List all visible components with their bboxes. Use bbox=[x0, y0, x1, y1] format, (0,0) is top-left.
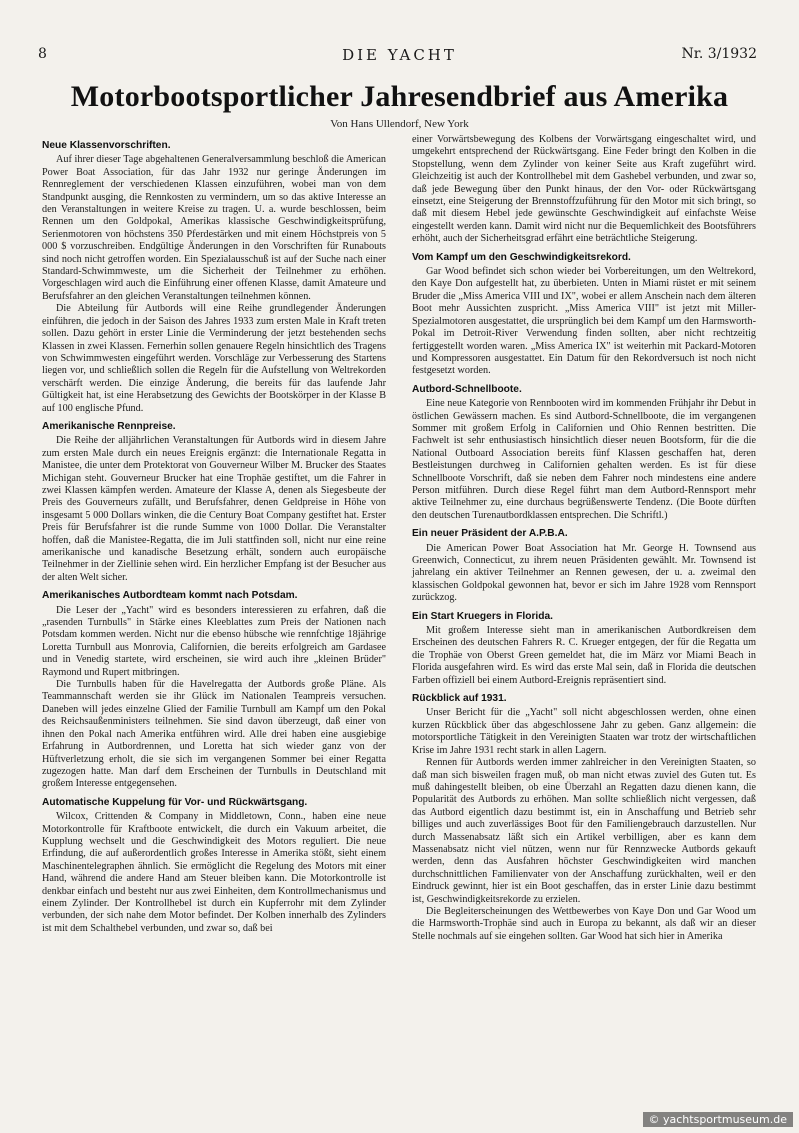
paragraph: Auf ihrer dieser Tage abgehaltenen Generalversammlung beschloß die American Power Boat Association, für das Jahr 1932 nur geringe Änderungen im Rennreglement der verschiedenen Klassen einzuführen, wobei man von dem Standpunkt ausging, die Rennkosten zu vermindern, um so das aktive Interesse an den Veranstaltungen in weitere Kreise zu tragen. U. a. wurde beschlossen, beim Rennen um den Goldpokal, Amerikas klassische Geschwindigkeitsprüfung, Serienmotoren von höchstens 350 Pferdestärken und mit einem Höchstpreis von 5 000 $ vorzuschreiben. Endgültige Änderungen in den Vorschriften für Runabouts sind noch nicht getroffen worden. Ein Spezialausschuß ist auf der Suche nach einer Standard-Schwimmweste, um die Sicherheit der Teilnehmer zu erhöhen. Vorgeschlagen wird auch die Einführung einer offenen Klasse, damit Amateure und Berufsfahrer an den gleichen Veranstaltungen teilnehmen können. bbox=[42, 154, 386, 302]
paragraph: Die American Power Boat Association hat Mr. George H. Townsend aus Greenwich, Connecticut, zu ihrem neuen Präsidenten gewählt. Mr. Townsend ist jahrelang ein aktiver Teilnehmer an Rennen gewesen, der u. a. zweimal den klassischen Goldpokal gewonnen hat, bevor er sich im Jahre 1928 vom Rennsport zurückzog. bbox=[412, 542, 756, 604]
paragraph: Die Begleiterscheinungen des Wettbewerbes von Kaye Don und Gar Wood um die Harmsworth-Trophäe sind auch in Europa zu bekannt, als daß wir an dieser Stelle nochmals auf sie eingehen sollten. Gar Wood hat sich hier in Amerika bbox=[412, 905, 756, 942]
page-number: 8 bbox=[38, 46, 47, 62]
left-column bbox=[42, 134, 386, 935]
paragraph: Mit großem Interesse sieht man in amerikanischen Autbordkreisen dem Erscheinen des deutschen Fahrers R. C. Krueger entgegen, der für die Regatta um die Trophäe von Oberst Green gemeldet hat, die im März vor Miami Beach in Florida ausgefahren wird. Es wird das erste Mal sein, daß in Florida die deutschen Farben offiziell bei einem Autbord-Ereignis repräsentiert sind. bbox=[412, 625, 756, 686]
section-heading: Ein Start Kruegers in Florida. bbox=[412, 610, 553, 622]
copyright-credit: © yachtsportmuseum.de bbox=[643, 1112, 793, 1127]
paragraph: Rennen für Autbords werden immer zahlreicher in den Vereinigten Staaten, so daß man sich bisweilen fragen muß, ob man nicht etwas zuviel des Guten tut. Es muß dahingestellt bleiben, ob eine Überzahl an Regatten dazu dienen kann, die Popularität des Autbords zu erhöhen. Man sollte schließlich nicht vergessen, daß das Autbord eigentlich dazu bestimmt ist, ein in Anschaffung und Betrieb sehr billiges und auch zuverlässiges Boot für den Familiengebrauch darzustellen. Nur durch Massenabsatz läßt sich ein Artikel verbilligen, aber es kann dem Massenabsatz nicht viel nützen, wenn nur für Rennzwecke Autbords gekauft werden, denn das Ausfahren höchster Geschwindigkeiten wird manchen durchschnittlichen Familienvater von der Anschaffung zurückhalten, weil er den Eindruck gewinnt, hier ist ein Boot geschaffen, das in erster Linie dazu bestimmt ist, Geschwindigkeitsrekorde zu erzielen. bbox=[412, 757, 756, 905]
paragraph: Eine neue Kategorie von Rennbooten wird im kommenden Frühjahr ihr Debut in östlichen Gewässern machen. Es sind Autbord-Schnellboote, die im vergangenen Sommer mit großem Erfolg in Californien und Ohio Rennen bestritten. Die Fachwelt ist sehr enthusiastisch hinsichtlich dieser neuen Bootsform, für die die National Outboard Association bereits fünf Klassen geschaffen hat, deren Bestleistungen durchweg in Californien gehalten werden. Es ist für diese Schnellboote Vorschrift, daß sie neben dem Fahrer noch mindestens eine andere Person mitführen. Durch diese Regel führt man dem Autbord-Rennsport mehr aktive Teilnehmer zu, eine durchaus begrüßenswerte Tendenz. (Die Boote dürften den deutschen Turenautbordklassen entsprechen. Die Schriftl.) bbox=[412, 398, 756, 521]
section-heading: Amerikanische Rennpreise. bbox=[42, 420, 176, 432]
byline: Von Hans Ullendorf, New York bbox=[330, 118, 469, 130]
paragraph: einer Vorwärtsbewegung des Kolbens der Vorwärtsgang eingeschaltet wird, und umgekehrt entsprechend der Rückwärtsgang. Eine Feder bringt den Kolben in die Stopstellung, wenn dem Zylinder von keiner Seite aus Kraft zugeführt wird. Gleichzeitig ist auch der Kontrollhebel mit dem Gashebel verbunden, und zwar so, daß jede Bewegung über den Punkt hinaus, der den Vor- oder Rückwärtsgang einsetzt, eine Steigerung der Brennstoffzuführung für den Motor mit sich bringt, so daß mit diesem Hebel jede gewünschte Geschwindigkeit auf einfachste Weise eingestellt werden kann. Damit wird nicht nur die Bequemlichkeit des Bootsführers erhöht, auch der Sicherheitsgrad erfährt eine beträchtliche Steigerung. bbox=[412, 134, 756, 245]
section-heading: Ein neuer Präsident der A.P.B.A. bbox=[412, 528, 568, 540]
magazine-title: DIE YACHT bbox=[342, 46, 457, 64]
section-heading: Vom Kampf um den Geschwindigkeitsrekord. bbox=[412, 251, 631, 263]
paragraph: Die Leser der „Yacht" wird es besonders interessieren zu erfahren, daß die „rasenden Turnbulls" in Stärke eines Kleeblattes zum Preis der Nationen nach Potsdam kommen werden. Nicht nur die ebenso hübsche wie rennfchtige 18jährige Loretta Turnbull aus Monrovia, Californien, die bereits erfolgreich am Gardasee und in Venedig startete, wird erscheinen, sie wird auch ihre „kleinen Brüder" Raymond und Rupert mitbringen. bbox=[42, 604, 386, 678]
paragraph: Gar Wood befindet sich schon wieder bei Vorbereitungen, um den Weltrekord, den Kaye Don aufgestellt hat, zu überbieten. Unten in Miami rüstet er mit seinem Bruder die „Miss America VIII und IX", wobei er allem Anschein nach dem älteren Boot mehr Aussichten zuspricht. „Miss America VIII" ist jetzt mit Miller-Spezialmotoren ausgestattet, die ursprünglich bei dem Kampf um den Harmsworth-Pokal im Detroit-River Verwendung finden sollten, aber nicht rechtzeitig fertiggestellt worden waren. „Miss America IX" ist weiterhin mit Packard-Motoren und Kompressoren ausgestattet. Ein Datum für den Rekordversuch ist noch nicht festgesetzt worden. bbox=[412, 266, 756, 377]
section-heading: Automatische Kuppelung für Vor- und Rückwärtsgang. bbox=[42, 796, 308, 808]
section-heading: Autbord-Schnellboote. bbox=[412, 383, 522, 395]
section-heading: Rückblick auf 1931. bbox=[412, 693, 507, 705]
paragraph: Wilcox, Crittenden & Company in Middletown, Conn., haben eine neue Motorkontrolle für Kraftboote entwickelt, die durch ein Vakuum arbeitet, die Kupplung wechselt und die Geschwindigkeit des Motors reguliert. Die neue Erfindung, die auf außerordentlich großes Interesse in Amerika stößt, sieht einem Maschinentelegraphen ähnlich. Sie ermöglicht die Regelung des Motors mit einer Hand, während die andere Hand am Steuer bleiben kann. Die Motorkontrolle ist denkbar einfach und besteht nur aus zwei Einheiten, dem Kontrollmechanismus und einem Zylinder. Der Kontrollhebel ist durch ein Kupferrohr mit dem Zylinder verbunden, der sich nahe dem Motor befindet. Der Kolben innerhalb des Zylinders ist mit dem Schalthebel verbunden, und zwar so, daß bei bbox=[42, 811, 386, 934]
section-heading: Amerikanisches Autbordteam kommt nach Potsdam. bbox=[42, 590, 298, 602]
right-column bbox=[412, 134, 756, 943]
issue-number: Nr. 3/1932 bbox=[681, 46, 757, 62]
section-heading: Neue Klassenvorschriften. bbox=[42, 140, 171, 151]
paragraph: Unser Bericht für die „Yacht" soll nicht abgeschlossen werden, ohne einen kurzen Rückblick über das abgeschlossene Jahr zu geben. Ganz allgemein: die motorsportliche Tätigkeit in den Vereinigten Staaten war trotz der wirtschaftlichen Krise im Jahre 1931 recht stark in allen Lagern. bbox=[412, 707, 756, 756]
paragraph: Die Turnbulls haben für die Havelregatta der Autbords große Pläne. Als Teammannschaft werden sie ihr Glück im Nationalen Teampreis versuchen. Daneben will jedes einzelne Glied der Familie Turnbull am Kampf um den Pokal des Reichsaußenministers teilnehmen. Sie sind davon überzeugt, daß einer von ihnen den Pokal nach Amerika entführen wird. Alle drei haben eine ausgiebige Erfahrung in Autbordrennen, und Loretta hat sich wieder ganz von der Hüftverletzung erholt, die sie sich im vergangenen Sommer bei einer Regatta zugezogen hatte. Man darf dem Erscheinen der Turnbulls in Deutschland mit großem Interesse entgegensehen. bbox=[42, 679, 386, 790]
article-title: Motorbootsportlicher Jahresendbrief aus Amerika bbox=[70, 80, 729, 113]
paragraph: Die Reihe der alljährlichen Veranstaltungen für Autbords wird in diesem Jahre zum ersten Male durch ein neues Ereignis ergänzt: die Internationale Regatta in Manistee, die unter dem Protektorat von Gouverneur Wilber M. Brucker des Staates Michigan steht. Gouverneur Brucker hat eine Trophäe gestiftet, um die Fahrer in zwei Klassen kämpfen werden. Amateure der Klasse A, denen als Siegesbeute der Preis des Gouverneurs zufällt, und Berufsfahrer, denen Geldpreise in Höhe von insgesamt 5 000 Dollars winken, die die Century Boat Company gestiftet hat. Erster Preis für Berufsfahrer ist die runde Summe von 1000 Dollar. Die Veranstalter hoffen, daß die Manistee-Regatta, die im Juli stattfinden soll, nicht nur eine reine amerikanische und kanadische Besetzung erhält, sondern auch europäische Teilnehmer in der Ziellinie sehen wird. Ein herzlicher Empfang ist der Besucher aus der alten Welt sicher. bbox=[42, 435, 386, 583]
paragraph: Die Abteilung für Autbords will eine Reihe grundlegender Änderungen einführen, die jedoch in der Saison des Jahres 1933 zum ersten Male in Kraft treten sollen. Dazu gehört in erster Linie die Verminderung der jetzt bestehenden sechs Klassen in zwei Klassen. Fernerhin sollen genauere Regeln hinsichtlich des Tragens von Schwimmwesten eingeführt werden. Vorschläge zur Verbesserung des Startens liegen vor, und schließlich sollen die Regeln für die Aufstellung von Weltrekorden verschärft werden. Die einzige Änderung, die bereits für das laufende Jahr Gültigkeit hat, ist eine Herabsetzung des Gewichts der Bootskörper in der Klasse B auf 100 englische Pfund. bbox=[42, 303, 386, 414]
